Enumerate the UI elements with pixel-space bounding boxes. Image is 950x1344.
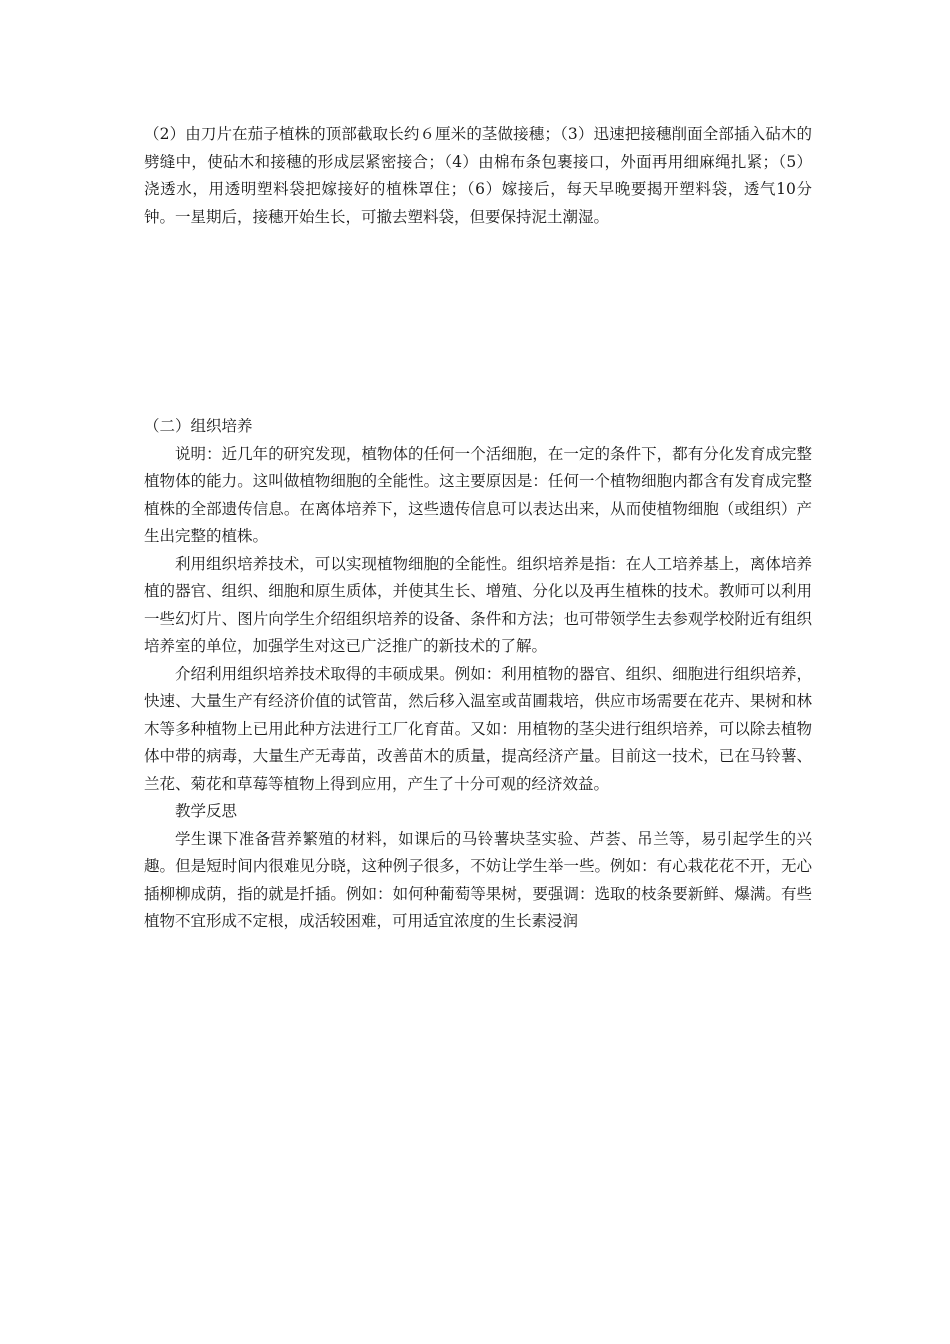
body-paragraph: 利用组织培养技术，可以实现植物细胞的全能性。组织培养是指：在人工培养基上，离体培养植的器官、组织、细胞和原生质体，并使其生长、增殖、分化以及再生植株的技术。教师可以利用一些幻灯片、图片向学生介绍组织培养的设备、条件和方法；也可带领学生去参观学校附近有组织培养室的单位，加强学生对这已广泛推广的新技术的了解。 bbox=[144, 554, 812, 655]
body-paragraph: 说明：近几年的研究发现，植物体的任何一个活细胞，在一定的条件下，都有分化发育成完整植物体的能力。这叫做植物细胞的全能性。这主要原因是：任何一个植物细胞内都含有发育成完整植株的全部遗传信息。在离体培养下，这些遗传信息可以表达出来，从而使植物细胞（或组织）产生出完整的植株。 bbox=[144, 444, 812, 545]
reflection-heading: 教学反思 bbox=[175, 802, 238, 820]
grafting-steps-block bbox=[144, 121, 812, 231]
grafting-steps-paragraph: （2）由刀片在茄子植株的顶部截取长约６厘米的茎做接穗；（3）迅速把接穗削面全部插入砧木的劈缝中，使砧木和接穗的形成层紧密接合；（4）由棉布条包裹接口，外面再用细麻绳扎紧；（5）浇透水，用透明塑料袋把嫁接好的植株罩住；（6）嫁接后，每天早晚要揭开塑料袋，透气10分钟。一星期后，接穗开始生长，可撤去塑料袋，但要保持泥土潮湿。 bbox=[144, 125, 812, 226]
section-heading: （二）组织培养 bbox=[144, 417, 253, 435]
tissue-culture-section bbox=[144, 413, 812, 936]
reflection-paragraph: 学生课下准备营养繁殖的材料，如课后的马铃薯块茎实验、芦荟、吊兰等，易引起学生的兴趣。但是短时间内很难见分晓，这种例子很多，不妨让学生举一些。例如：有心栽花花不开，无心插柳柳成荫，指的就是扦插。例如：如何种葡萄等果树，要强调：选取的枝条要新鲜、爆满。有些植物不宜形成不定根，成活较困难，可用适宜浓度的生长素浸润 bbox=[144, 829, 812, 930]
body-paragraph: 介绍利用组织培养技术取得的丰硕成果。例如：利用植物的器官、组织、细胞进行组织培养，快速、大量生产有经济价值的试管苗，然后移入温室或苗圃栽培，供应市场需要在花卉、果树和林木等多种植物上已用此种方法进行工厂化育苗。又如：用植物的茎尖进行组织培养，可以除去植物体中带的病毒，大量生产无毒苗，改善苗木的质量，提高经济产量。目前这一技术，已在马铃薯、兰花、菊花和草莓等植物上得到应用，产生了十分可观的经济效益。 bbox=[144, 664, 812, 793]
